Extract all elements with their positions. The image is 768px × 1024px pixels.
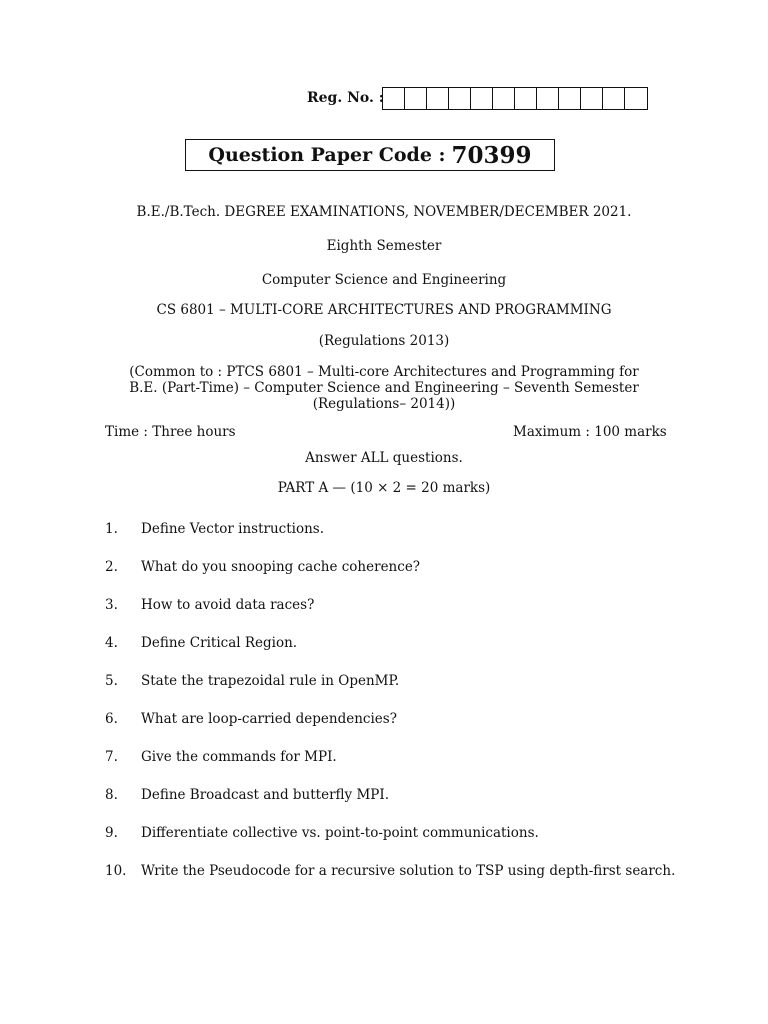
maximum-marks: Maximum : 100 marks	[513, 424, 667, 440]
time-allowed: Time : Three hours	[105, 424, 236, 440]
regulations-line: (Regulations 2013)	[318, 333, 450, 349]
semester-line: Eighth Semester	[326, 238, 442, 254]
question-number: 3.	[105, 597, 118, 613]
question-text: How to avoid data races?	[141, 597, 315, 613]
common-line-3: (Regulations– 2014))	[312, 396, 456, 412]
question-text: Define Critical Region.	[141, 635, 298, 651]
reg-no-digit-box	[559, 88, 581, 109]
question-text: Give the commands for MPI.	[141, 749, 337, 765]
reg-no-digit-box	[603, 88, 625, 109]
reg-no-digit-box	[537, 88, 559, 109]
question-number: 8.	[105, 787, 118, 803]
reg-no-digit-box	[383, 88, 405, 109]
question-number: 9.	[105, 825, 118, 841]
question-text: Define Broadcast and butterfly MPI.	[141, 787, 389, 803]
question-number: 2.	[105, 559, 118, 575]
instruction-line: Answer ALL questions.	[305, 450, 463, 466]
question-number: 10.	[105, 863, 127, 879]
question-number: 6.	[105, 711, 118, 727]
reg-no-digit-box	[405, 88, 427, 109]
question-paper-code-value: 70399	[451, 141, 532, 169]
question-number: 7.	[105, 749, 118, 765]
question-text: What are loop-carried dependencies?	[141, 711, 397, 727]
question-text: Differentiate collective vs. point-to-point communications.	[141, 825, 539, 841]
reg-no-boxes	[382, 87, 648, 110]
question-paper-code-label: Question Paper Code :	[208, 144, 446, 166]
reg-no-label: Reg. No. :	[307, 90, 384, 106]
common-line-2: B.E. (Part-Time) – Computer Science and Engineering – Seventh Semester	[129, 380, 639, 396]
question-paper-code-box	[185, 139, 555, 171]
reg-no-digit-box	[471, 88, 493, 109]
question-text: What do you snooping cache coherence?	[141, 559, 421, 575]
department-line: Computer Science and Engineering	[261, 272, 507, 288]
degree-line: B.E./B.Tech. DEGREE EXAMINATIONS, NOVEMBER/DECEMBER 2021.	[136, 204, 632, 220]
question-text: State the trapezoidal rule in OpenMP.	[141, 673, 400, 689]
question-text: Write the Pseudocode for a recursive solution to TSP using depth-first search.	[141, 863, 676, 879]
question-number: 5.	[105, 673, 118, 689]
reg-no-digit-box	[581, 88, 603, 109]
reg-no-digit-box	[625, 88, 647, 109]
course-line: CS 6801 – MULTI-CORE ARCHITECTURES AND PROGRAMMING	[156, 302, 612, 318]
reg-no-digit-box	[427, 88, 449, 109]
reg-no-digit-box	[493, 88, 515, 109]
question-text: Define Vector instructions.	[141, 521, 325, 537]
question-number: 1.	[105, 521, 118, 537]
question-number: 4.	[105, 635, 118, 651]
common-line-1: (Common to : PTCS 6801 – Multi-core Architectures and Programming for	[129, 364, 639, 380]
reg-no-digit-box	[515, 88, 537, 109]
reg-no-digit-box	[449, 88, 471, 109]
part-heading: PART A — (10 × 2 = 20 marks)	[277, 480, 491, 496]
